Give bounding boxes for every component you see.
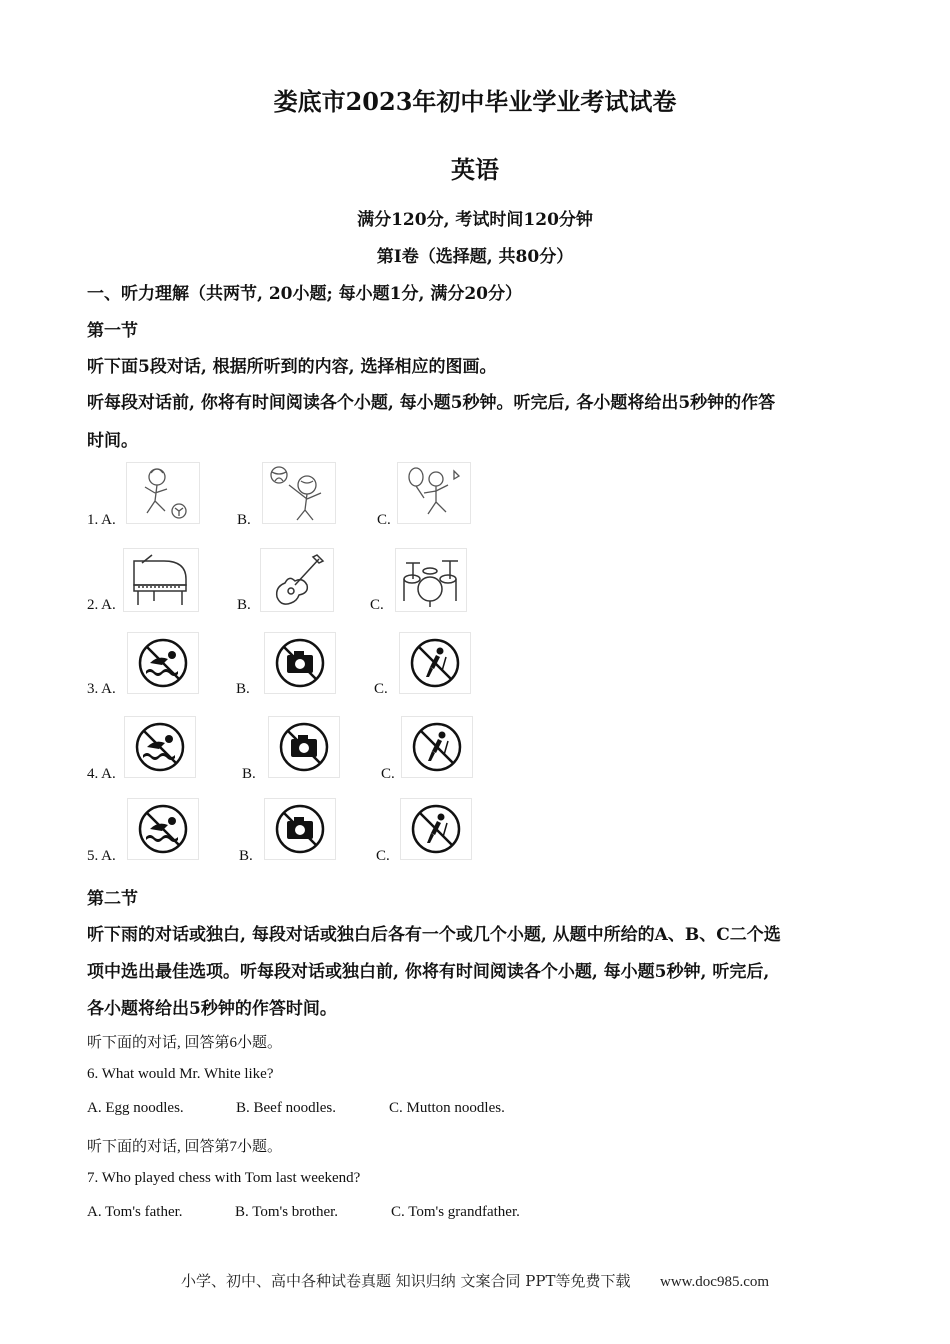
no-fishing-icon [399,632,471,694]
no-photography-icon [264,632,336,694]
q7-option-b: B. Tom's brother. [235,1204,339,1220]
no-photography-icon [264,798,336,860]
q3-option-c: C. [374,681,388,697]
drum-kit-icon [395,548,467,612]
score-time: 满分120分, 考试时间120分钟 [357,210,593,230]
section2-instruction-1: 听下雨的对话或独白, 每段对话或独白后各有一个或几个小题, 从题中所给的A、B、C二个选 [87,925,781,945]
no-fishing-icon [401,716,473,778]
q4-label: 4. A. [87,766,116,782]
q6-option-a: A. Egg noodles. [87,1100,184,1116]
section2-instruction-2: 项中选出最佳选项。听每段对话或独白前, 你将有时间阅读各个小题, 每小题5秒钟, 听完后, [87,962,770,982]
q6-question: 6. What would Mr. White like? [87,1066,274,1082]
badminton-boy-icon [397,462,471,524]
q1-option-b: B. [237,512,251,528]
q2-option-b: B. [237,597,251,613]
q5-option-c: C. [376,848,390,864]
q7-intro: 听下面的对话, 回答第7小题。 [87,1139,283,1155]
q7-option-a: A. Tom's father. [87,1204,183,1220]
q2-option-c: C. [370,597,384,613]
no-swimming-icon [124,716,196,778]
q6-option-c: C. Mutton noodles. [389,1100,505,1116]
q7-question: 7. Who played chess with Tom last weekend? [87,1170,361,1186]
footer-text: 小学、初中、高中各种试卷真题 知识归纳 文案合同 PPT等免费下载 [180,1272,631,1290]
no-photography-icon [268,716,340,778]
q5-label: 5. A. [87,848,116,864]
section1-instruction: 听下面5段对话, 根据所听到的内容, 选择相应的图画。 [87,357,497,377]
no-swimming-icon [127,798,199,860]
volleyball-boy-icon [262,462,336,524]
volume-label: 第Ⅰ卷（选择题, 共80分） [376,247,574,267]
q4-option-b: B. [242,766,256,782]
q5-option-b: B. [239,848,253,864]
q7-option-c: C. Tom's grandfather. [391,1204,520,1220]
q2-label: 2. A. [87,597,116,613]
section2-instruction-3: 各小题将给出5秒钟的作答时间。 [87,999,337,1019]
subject-title: 英语 [451,155,499,184]
part1-heading: 一、听力理解（共两节, 20小题; 每小题1分, 满分20分） [87,284,523,304]
q3-option-b: B. [236,681,250,697]
no-swimming-icon [127,632,199,694]
section1-instruction-3: 时间。 [87,431,138,451]
q1-option-c: C. [377,512,391,528]
exam-title: 娄底市2023年初中毕业学业考试试卷 [273,87,677,116]
section1-title: 第一节 [87,321,138,341]
piano-icon [123,548,199,612]
footer-url[interactable]: www.doc985.com [660,1274,770,1290]
q3-label: 3. A. [87,681,116,697]
soccer-boy-icon [126,462,200,524]
q4-option-c: C. [381,766,395,782]
section2-title: 第二节 [87,889,138,909]
guitar-icon [260,548,334,612]
q6-intro: 听下面的对话, 回答第6小题。 [87,1035,283,1051]
q1-label: 1. A. [87,512,116,528]
footer [0,1270,950,1291]
q6-option-b: B. Beef noodles. [236,1100,336,1116]
section1-instruction-2: 听每段对话前, 你将有时间阅读各个小题, 每小题5秒钟。听完后, 各小题将给出5秒钟的作答 [87,393,776,413]
no-fishing-icon [400,798,472,860]
